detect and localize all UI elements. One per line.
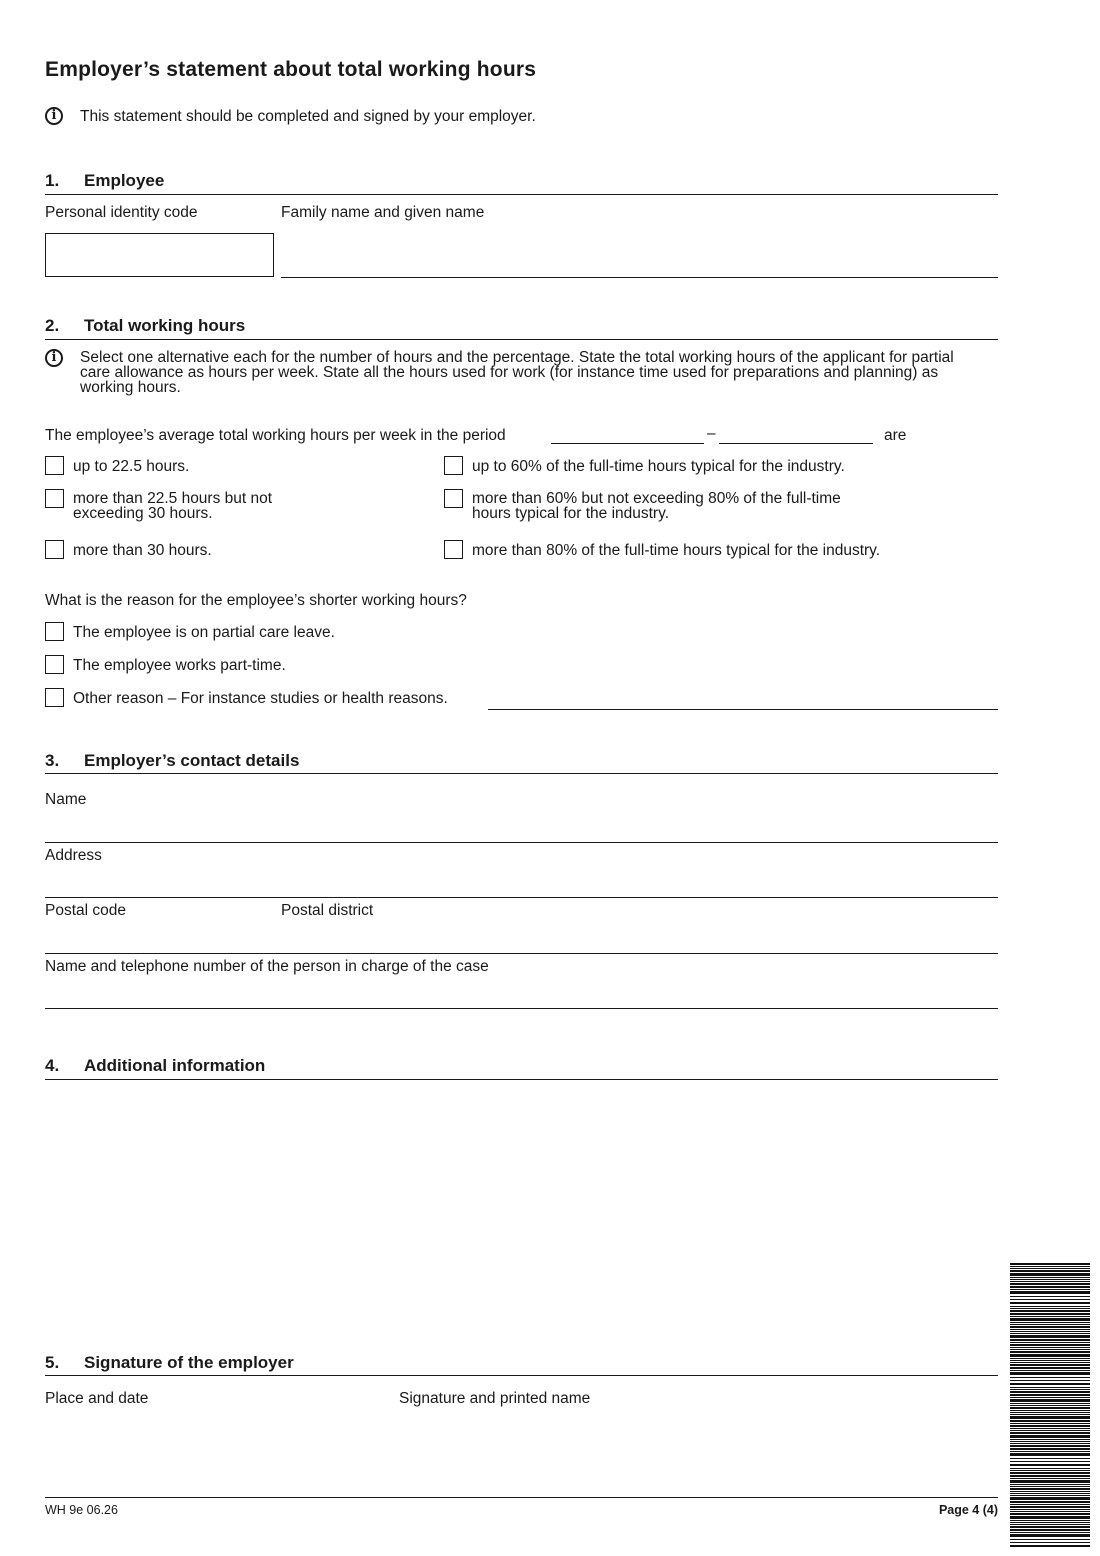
page-title: Employer’s statement about total working hours	[45, 58, 537, 81]
info-circle-icon: i	[45, 107, 63, 125]
hours-option-label-2: more than 22.5 hours but not exceeding 30 hours.	[73, 490, 273, 522]
working-hours-note: Select one alternative each for the number of hours and the percentage. State the total working hours of the applicant for partial care allowance as hours per week. State all the hours used for work (for instance time used for preparations and planning) as working hours.	[80, 349, 954, 396]
barcode-bar	[1010, 1480, 1090, 1483]
signature-label: Signature and printed name	[399, 1390, 591, 1407]
barcode-bar	[1010, 1516, 1090, 1519]
barcode-bar	[1010, 1443, 1090, 1444]
contact-person-label: Name and telephone number of the person in charge of the case	[45, 958, 489, 975]
section-2-rule	[45, 339, 998, 340]
personal-id-label: Personal identity code	[45, 204, 198, 221]
barcode-icon	[1010, 1263, 1090, 1549]
barcode-bar	[1010, 1326, 1090, 1328]
barcode-bar	[1010, 1513, 1090, 1515]
section-3-rule	[45, 773, 998, 774]
barcode-bar	[1010, 1316, 1090, 1317]
barcode-bar	[1010, 1529, 1090, 1531]
reason-label-1: The employee is on partial care leave.	[73, 624, 335, 641]
barcode-bar	[1010, 1335, 1090, 1338]
barcode-bar	[1010, 1464, 1090, 1466]
barcode-bar	[1010, 1310, 1090, 1312]
period-label: The employee’s average total working hours per week in the period	[45, 427, 506, 444]
barcode-bar	[1010, 1453, 1090, 1456]
barcode-bar	[1010, 1470, 1090, 1471]
intro-note: This statement should be completed and signed by your employer.	[80, 108, 536, 125]
reason-label-3: Other reason – For instance studies or health reasons.	[73, 690, 448, 707]
barcode-bar	[1010, 1509, 1090, 1510]
barcode-bar	[1010, 1497, 1090, 1500]
percent-option-label-3: more than 80% of the full-time hours typical for the industry.	[472, 542, 881, 559]
section-1-heading: 1. Employee	[45, 171, 165, 190]
barcode-bar	[1010, 1493, 1090, 1494]
barcode-bar	[1010, 1495, 1090, 1496]
section-4-rule	[45, 1079, 998, 1080]
barcode-bar	[1010, 1367, 1090, 1369]
barcode-bar	[1010, 1387, 1090, 1388]
barcode-bar	[1010, 1289, 1090, 1290]
barcode-bar	[1010, 1333, 1090, 1334]
barcode-bar	[1010, 1451, 1090, 1452]
barcode-bar	[1010, 1308, 1090, 1309]
section-1-rule	[45, 194, 998, 195]
full-name-label: Family name and given name	[281, 204, 485, 221]
section-2-heading: 2. Total working hours	[45, 316, 246, 335]
barcode-bar	[1010, 1377, 1090, 1378]
barcode-bar	[1010, 1504, 1090, 1505]
barcode-bar	[1010, 1342, 1090, 1343]
employer-name-input[interactable]	[45, 842, 998, 843]
barcode-bar	[1010, 1266, 1090, 1267]
barcode-bar	[1010, 1351, 1090, 1353]
barcode-bar	[1010, 1358, 1090, 1359]
barcode-bar	[1010, 1488, 1090, 1490]
barcode-bar	[1010, 1425, 1090, 1427]
barcode-bar	[1010, 1347, 1090, 1348]
barcode-bar	[1010, 1472, 1090, 1474]
barcode-bar	[1010, 1281, 1090, 1282]
barcode-bar	[1010, 1286, 1090, 1288]
additional-info-area[interactable]	[45, 1084, 998, 1334]
barcode-bar	[1010, 1491, 1090, 1492]
barcode-bar	[1010, 1318, 1090, 1321]
section-3-heading: 3. Employer’s contact details	[45, 751, 300, 770]
percent-option-checkbox-1[interactable]	[444, 456, 463, 475]
postal-code-label: Postal code	[45, 902, 126, 919]
barcode-bar	[1010, 1403, 1090, 1404]
barcode-bar	[1010, 1522, 1090, 1523]
contact-person-input[interactable]	[45, 1008, 998, 1009]
period-suffix: are	[884, 427, 907, 444]
barcode-bar	[1010, 1372, 1090, 1375]
barcode-bar	[1010, 1394, 1090, 1396]
barcode-bar	[1010, 1299, 1090, 1300]
barcode-bar	[1010, 1370, 1090, 1371]
barcode-bar	[1010, 1349, 1090, 1350]
address-input[interactable]	[45, 897, 998, 898]
barcode-bar	[1010, 1273, 1090, 1276]
page-number: Page 4 (4)	[938, 1503, 998, 1517]
barcode-bar	[1010, 1526, 1090, 1528]
barcode-bar	[1010, 1439, 1090, 1440]
full-name-input[interactable]	[281, 277, 998, 278]
postal-district-label: Postal district	[281, 902, 374, 919]
reason-checkbox-2[interactable]	[45, 655, 64, 674]
barcode-bar	[1010, 1270, 1090, 1272]
employer-name-label: Name	[45, 791, 87, 808]
barcode-bar	[1010, 1475, 1090, 1477]
barcode-bar	[1010, 1542, 1090, 1543]
period-end-input[interactable]	[719, 443, 873, 444]
barcode-bar	[1010, 1263, 1090, 1265]
barcode-bar	[1010, 1486, 1090, 1487]
barcode-bar	[1010, 1407, 1090, 1409]
section-5-heading: 5. Signature of the employer	[45, 1353, 294, 1372]
period-dash: –	[707, 425, 716, 442]
other-reason-input[interactable]	[488, 709, 998, 710]
barcode-bar	[1010, 1339, 1090, 1341]
barcode-bar	[1010, 1364, 1090, 1366]
barcode-bar	[1010, 1534, 1090, 1537]
barcode-bar	[1010, 1416, 1090, 1419]
address-label: Address	[45, 847, 102, 864]
reason-checkbox-3[interactable]	[45, 688, 64, 707]
barcode-bar	[1010, 1277, 1090, 1278]
barcode-bar	[1010, 1478, 1090, 1479]
barcode-bar	[1010, 1306, 1090, 1307]
percent-option-label-2: more than 60% but not exceeding 80% of the full-time hours typical for the industry.	[472, 490, 841, 522]
barcode-bar	[1010, 1296, 1090, 1297]
period-start-input[interactable]	[551, 443, 704, 444]
barcode-bar	[1010, 1268, 1090, 1269]
form-code: WH 9e 06.26	[45, 1503, 118, 1517]
barcode-bar	[1010, 1410, 1090, 1411]
barcode-bar	[1010, 1360, 1090, 1361]
barcode-bar	[1010, 1291, 1090, 1294]
barcode-bar	[1010, 1302, 1090, 1304]
barcode-bar	[1010, 1324, 1090, 1325]
barcode-bar	[1010, 1468, 1090, 1469]
barcode-bar	[1010, 1430, 1090, 1431]
hours-option-checkbox-3[interactable]	[45, 540, 64, 559]
percent-option-checkbox-2[interactable]	[444, 489, 463, 508]
section-4-heading: 4. Additional information	[45, 1056, 266, 1075]
footer-rule	[45, 1497, 998, 1498]
section-5-rule	[45, 1375, 998, 1376]
info-circle-icon: i	[45, 349, 63, 367]
barcode-bar	[1010, 1283, 1090, 1285]
barcode-bar	[1010, 1383, 1090, 1385]
barcode-bar	[1010, 1389, 1090, 1390]
barcode-bar	[1010, 1484, 1090, 1485]
barcode-bar	[1010, 1329, 1090, 1330]
barcode-bar	[1010, 1532, 1090, 1533]
personal-id-input[interactable]	[45, 233, 274, 277]
barcode-bar	[1010, 1362, 1090, 1363]
barcode-bar	[1010, 1380, 1090, 1381]
reason-checkbox-1[interactable]	[45, 622, 64, 641]
barcode-bar	[1010, 1511, 1090, 1512]
barcode-bar	[1010, 1344, 1090, 1346]
barcode-bar	[1010, 1520, 1090, 1521]
reason-question: What is the reason for the employee’s shorter working hours?	[45, 592, 467, 609]
barcode-bar	[1010, 1432, 1090, 1434]
barcode-bar	[1010, 1279, 1090, 1280]
signature-input[interactable]	[399, 1410, 998, 1490]
hours-option-label-1: up to 22.5 hours.	[73, 458, 190, 475]
barcode-bar	[1010, 1539, 1090, 1540]
barcode-bar	[1010, 1331, 1090, 1332]
barcode-bar	[1010, 1506, 1090, 1508]
postal-input[interactable]	[45, 953, 998, 954]
barcode-bar	[1010, 1458, 1090, 1459]
barcode-bar	[1010, 1397, 1090, 1398]
barcode-bar	[1010, 1399, 1090, 1402]
percent-option-label-1: up to 60% of the full-time hours typical for the industry.	[472, 458, 845, 475]
place-date-input[interactable]	[45, 1410, 385, 1490]
barcode-bar	[1010, 1322, 1090, 1323]
barcode-bar	[1010, 1445, 1090, 1447]
barcode-bar	[1010, 1428, 1090, 1429]
barcode-bar	[1010, 1405, 1090, 1406]
barcode-bar	[1010, 1501, 1090, 1503]
barcode-bar	[1010, 1414, 1090, 1415]
hours-option-checkbox-2[interactable]	[45, 489, 64, 508]
place-date-label: Place and date	[45, 1390, 149, 1407]
barcode-bar	[1010, 1391, 1090, 1393]
barcode-bar	[1010, 1441, 1090, 1442]
barcode-bar	[1010, 1461, 1090, 1462]
hours-option-checkbox-1[interactable]	[45, 456, 64, 475]
hours-option-label-3: more than 30 hours.	[73, 542, 212, 559]
barcode-bar	[1010, 1354, 1090, 1357]
barcode-bar	[1010, 1420, 1090, 1422]
barcode-bar	[1010, 1423, 1090, 1424]
barcode-bar	[1010, 1545, 1090, 1547]
barcode-bar	[1010, 1448, 1090, 1450]
barcode-bar	[1010, 1435, 1090, 1438]
barcode-bar	[1010, 1524, 1090, 1525]
barcode-bar	[1010, 1412, 1090, 1413]
percent-option-checkbox-3[interactable]	[444, 540, 463, 559]
reason-label-2: The employee works part-time.	[73, 657, 286, 674]
barcode-bar	[1010, 1313, 1090, 1315]
